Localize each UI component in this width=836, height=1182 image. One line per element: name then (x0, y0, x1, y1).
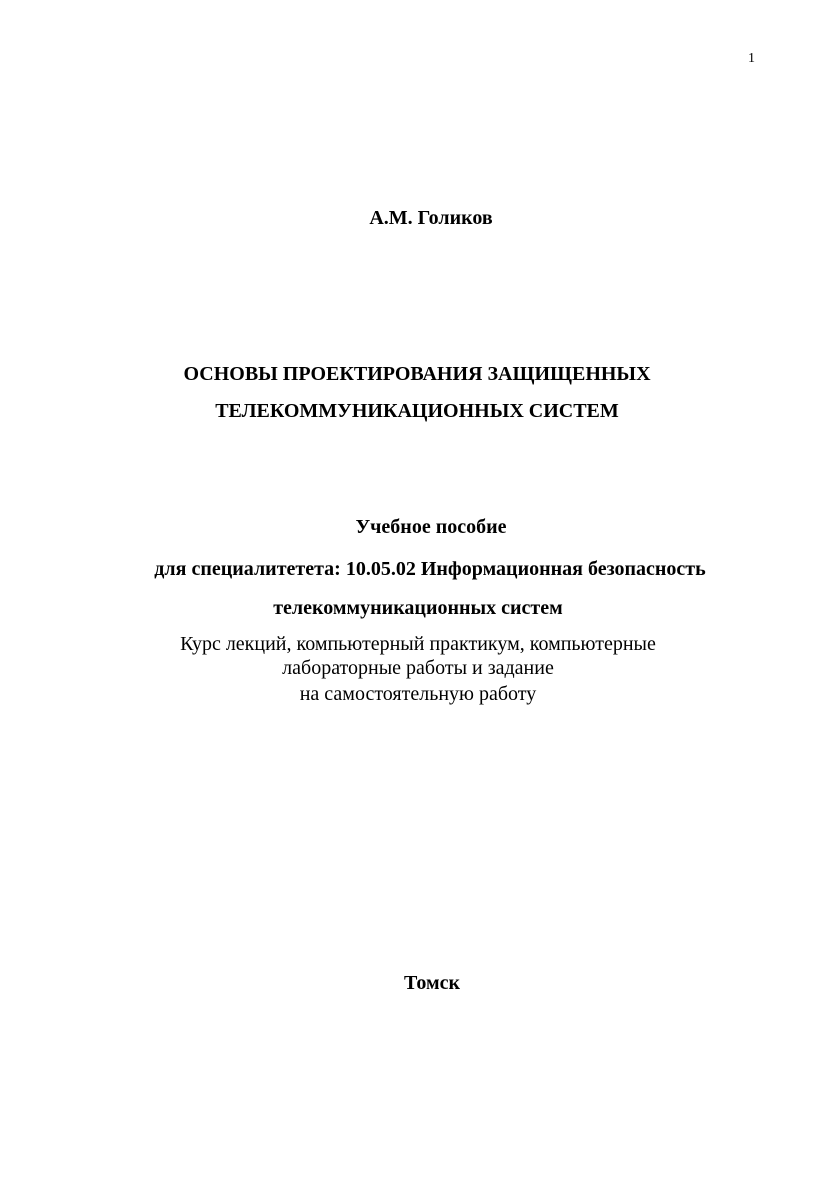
publication-city: Томск (403, 972, 461, 994)
title-line-2: ТЕЛЕКОММУНИКАЦИОННЫХ СИСТЕМ (215, 400, 619, 422)
title-line-1: ОСНОВЫ ПРОЕКТИРОВАНИЯ ЗАЩИЩЕННЫХ (183, 363, 651, 385)
author-name: А.М. Голиков (369, 207, 493, 229)
subtitle-specialty: для специалитетета: 10.05.02 Информационная безопасность (154, 558, 706, 580)
description-line-1: Курс лекций, компьютерный практикум, компьютерные (180, 633, 656, 655)
description-line-3: на самостоятельную работу (299, 683, 537, 705)
page-number: 1 (748, 51, 755, 66)
subtitle-type: Учебное пособие (355, 516, 507, 538)
description-line-2: лабораторные работы и задание (282, 657, 554, 679)
subtitle-specialty-cont: телекоммуникационных систем (273, 597, 563, 619)
